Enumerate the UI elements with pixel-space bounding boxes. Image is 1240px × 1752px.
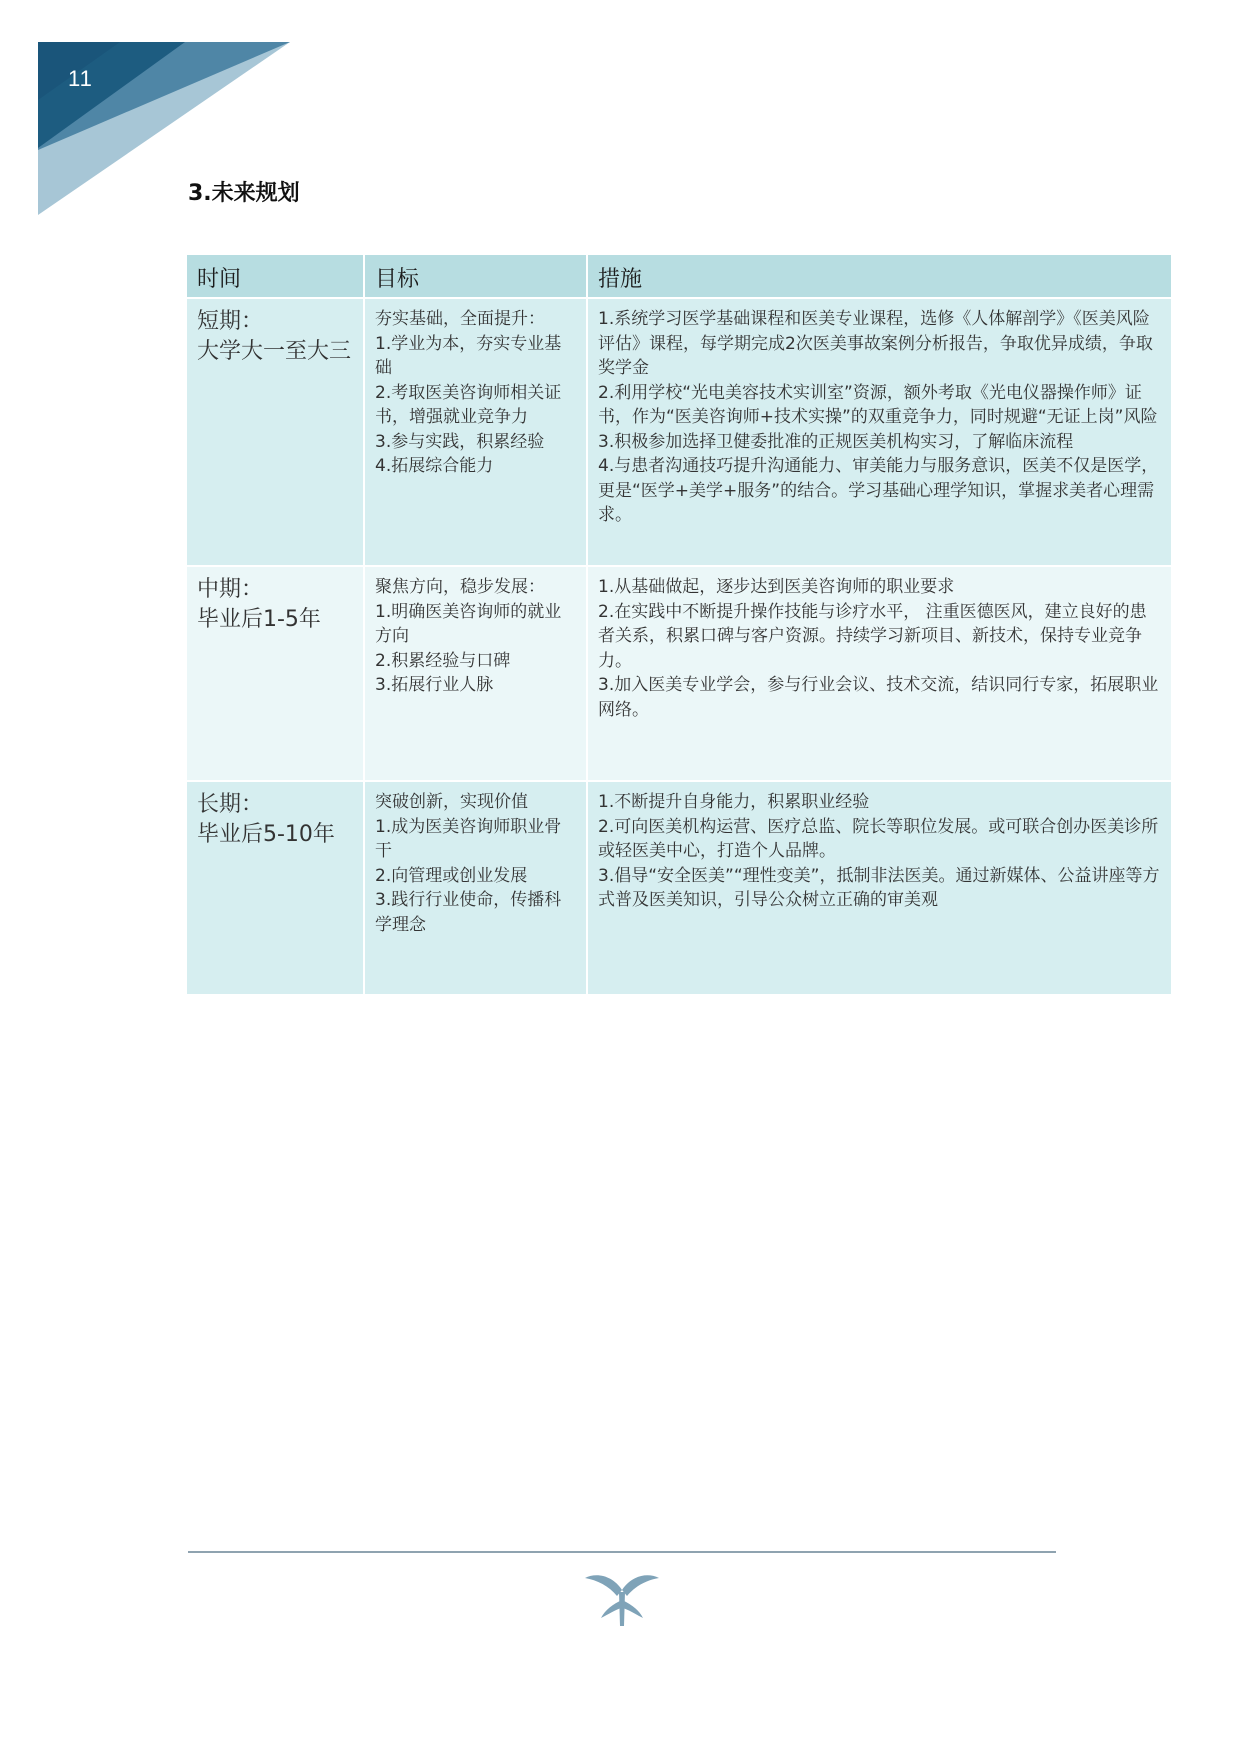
- goal-item: 1.学业为本，夯实专业基础: [375, 333, 562, 378]
- measure-item: 1.从基础做起，逐步达到医美咨询师的职业要求: [598, 577, 955, 597]
- header-measures: 措施: [587, 255, 1171, 298]
- goal-item: 3.参与实践，积累经验: [375, 431, 545, 452]
- measure-item: 2.在实践中不断提升操作技能与诊疗水平， 注重医德医风，建立良好的患者关系，积累口碑与客户资源。持续学习新项目、新技术，保持专业竞争力。: [598, 601, 1147, 671]
- table-header-row: [187, 255, 1171, 298]
- period-cell: [187, 566, 364, 781]
- period-range: 毕业后1-5年: [197, 607, 321, 632]
- table-row: [187, 566, 1171, 781]
- measure-item: 1.不断提升自身能力，积累职业经验: [598, 792, 870, 812]
- goal-item: 4.拓展综合能力: [375, 456, 494, 476]
- goal-item: 2.积累经验与口碑: [375, 650, 511, 671]
- period-cell: [187, 298, 364, 566]
- goal-summary: 聚焦方向，稳步发展：: [375, 577, 545, 597]
- table-row: [187, 781, 1171, 995]
- period-range: 毕业后5-10年: [197, 822, 335, 847]
- table-row: [187, 298, 1171, 566]
- goal-item: 1.成为医美咨询师职业骨干: [375, 816, 562, 861]
- goal-summary: 突破创新，实现价值: [375, 792, 528, 812]
- measure-item: 2.可向医美机构运营、医疗总监、院长等职位发展。或可联合创办医美诊所或轻医美中心，打造个人品牌。: [598, 816, 1159, 861]
- goal-item: 1.明确医美咨询师的就业方向: [375, 601, 562, 646]
- goal-summary: 夯实基础，全面提升：: [375, 309, 545, 329]
- period-label: 长期：: [197, 792, 264, 817]
- goal-item: 3.践行行业使命，传播科学理念: [375, 890, 562, 935]
- goals-cell: [364, 298, 587, 566]
- period-cell: [187, 781, 364, 995]
- leaf-logo-icon: [583, 1570, 661, 1628]
- header-time: 时间: [187, 255, 364, 298]
- measures-cell: [587, 566, 1171, 781]
- measure-item: 3.加入医美专业学会，参与行业会议、技术交流，结识同行专家，拓展职业网络。: [598, 675, 1159, 720]
- footer-divider: [188, 1551, 1056, 1553]
- page-number: 11: [68, 66, 93, 91]
- period-label: 中期：: [197, 577, 264, 602]
- measure-item: 4.与患者沟通技巧提升沟通能力、审美能力与服务意识，医美不仅是医学，更是“医学+美学+服务”的结合。学习基础心理学知识，掌握求美者心理需求。: [598, 456, 1159, 525]
- section-title: 3.未来规划: [188, 181, 300, 206]
- measure-item: 3.积极参加选择卫健委批准的正规医美机构实习，了解临床流程: [598, 431, 1074, 452]
- measure-item: 2.利用学校“光电美容技术实训室”资源，额外考取《光电仪器操作师》证书，作为“医美咨询师+技术实操”的双重竞争力，同时规避“无证上岗”风险: [598, 382, 1158, 427]
- career-plan-table: [187, 255, 1171, 996]
- goals-cell: [364, 781, 587, 995]
- goal-item: 2.向管理或创业发展: [375, 865, 528, 886]
- measures-cell: [587, 298, 1171, 566]
- goal-item: 2.考取医美咨询师相关证书，增强就业竞争力: [375, 382, 562, 427]
- measure-item: 1.系统学习医学基础课程和医美专业课程，选修《人体解剖学》《医美风险评估》课程，每学期完成2次医美事故案例分析报告，争取优异成绩，争取奖学金: [598, 309, 1153, 378]
- goal-item: 3.拓展行业人脉: [375, 675, 494, 695]
- period-label: 短期：: [197, 309, 264, 334]
- measure-item: 3.倡导“安全医美”“理性变美”，抵制非法医美。通过新媒体、公益讲座等方式普及医美知识，引导公众树立正确的审美观: [598, 865, 1160, 910]
- header-goal: 目标: [364, 255, 587, 298]
- period-range: 大学大一至大三: [197, 339, 352, 364]
- measures-cell: [587, 781, 1171, 995]
- goals-cell: [364, 566, 587, 781]
